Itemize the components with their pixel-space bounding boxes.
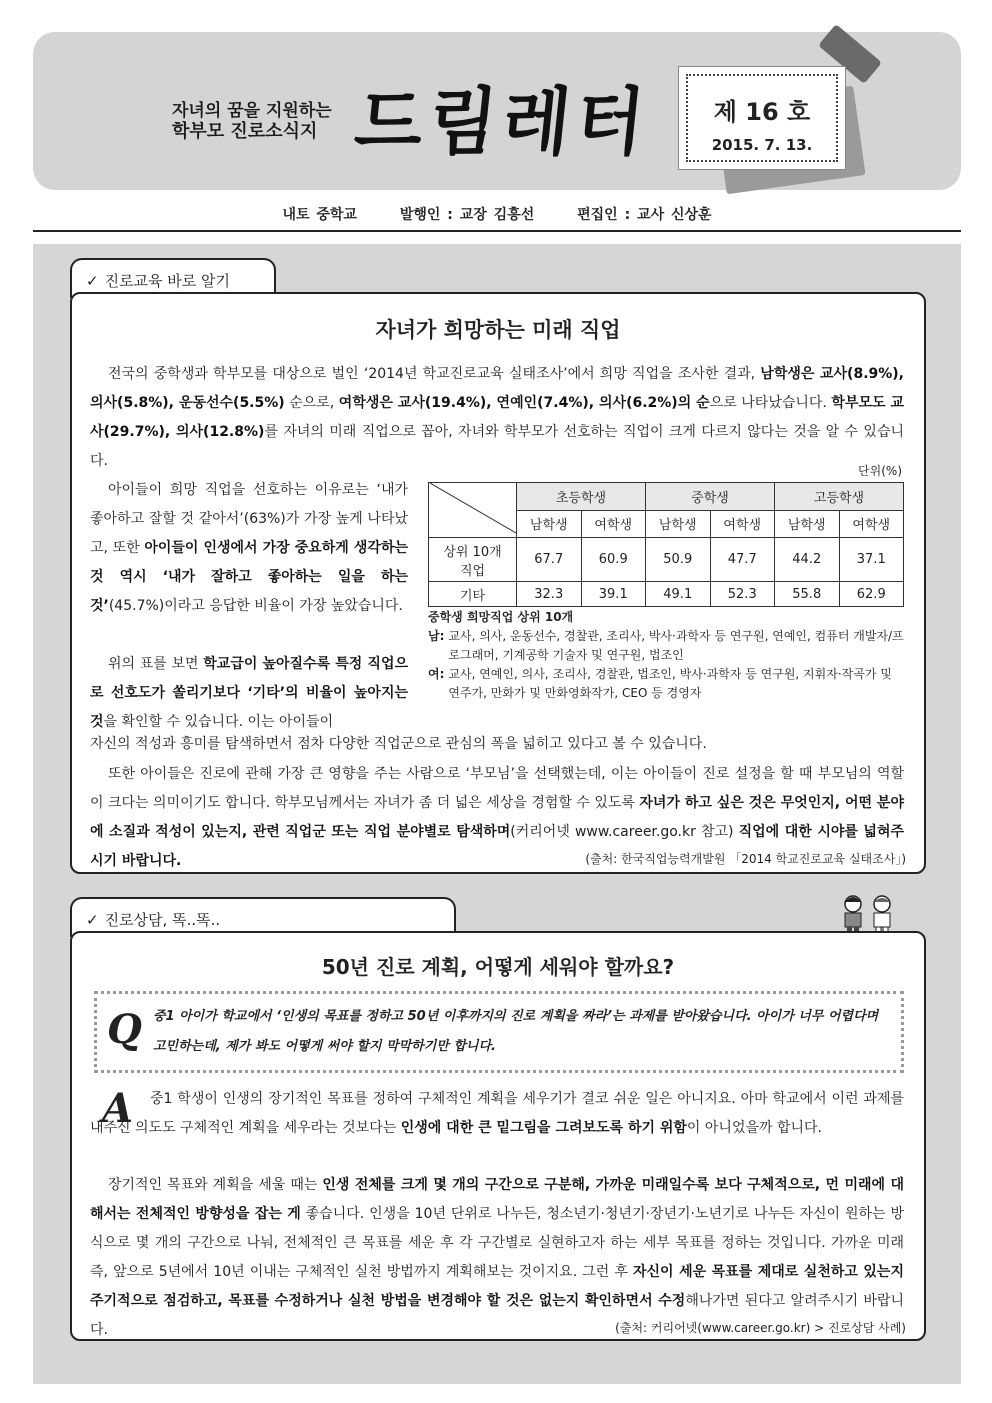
table-row-label: 기타	[429, 582, 517, 607]
answer-letter: A	[102, 1085, 134, 1132]
section2-source: (출처: 커리어넷(www.career.go.kr) > 진로상담 사례)	[615, 1321, 906, 1335]
table-note	[428, 608, 904, 703]
section1-tab-label: 진로교육 바로 알기	[104, 272, 231, 290]
publisher-line	[33, 204, 961, 224]
section1-box	[70, 292, 926, 874]
table-subhead: 여학생	[710, 510, 775, 538]
table-cell: 62.9	[839, 582, 904, 607]
table-cell: 60.9	[581, 538, 646, 582]
issuer: 발행인 : 교장 김흥선	[399, 207, 535, 223]
diagonal-line	[430, 483, 516, 533]
check-icon: ✓	[86, 272, 99, 290]
table-cell: 47.7	[710, 538, 775, 582]
question-letter: Q	[107, 1006, 142, 1053]
table-note-title: 중학생 희망직업 상위 10개	[428, 610, 574, 624]
table-cell: 39.1	[581, 582, 646, 607]
table-group-head: 중학생	[646, 483, 775, 511]
section1-source: (출처: 한국직업능력개발원 「2014 학교진로교육 실태조사」)	[585, 852, 906, 866]
section2-title: 50년 진로 계획, 어떻게 세워야 할까요?	[321, 955, 675, 979]
check-icon: ✓	[86, 911, 99, 929]
section2-box	[70, 931, 926, 1341]
header-subtitle-1: 자녀의 꿈을 지원하는	[172, 101, 332, 121]
table-subhead: 여학생	[839, 510, 904, 538]
editor: 편집인 : 교사 신상훈	[577, 207, 712, 223]
table-cell: 50.9	[646, 538, 711, 582]
table-cell: 55.8	[775, 582, 840, 607]
section1-paragraph-3: 위의 표를 보면 학교급이 높아질수록 특정 직업으로 선호도가 쏠리기보다 ‘기타’의 비율이 높아지는 것을 확인할 수 있습니다. 이는 아이들이	[90, 656, 408, 730]
job-table	[428, 482, 904, 607]
table-note-male: 남: 교사, 의사, 운동선수, 경찰관, 조리사, 박사·과학자 등 연구원, 연예인, 컴퓨터 개발자/프로그래머, 기계공학 기술자 및 연구원, 법조인	[428, 629, 904, 662]
question-text: 중1 아이가 학교에서 ‘인생의 목표를 정하고 50년 이후까지의 진로 계획을 짜라’는 과제를 받아왔습니다. 아이가 너무 어렵다며 고민하는데, 제가 봐도 어떻게 써야 할지 막막하기만 합니다.	[153, 1009, 879, 1054]
table-cell: 67.7	[517, 538, 582, 582]
section1-paragraph-3-cont: 자신의 적성과 흥미를 탐색하면서 점차 다양한 직업군으로 관심의 폭을 넓히고 있다고 볼 수 있습니다.	[90, 736, 707, 752]
table-cell: 44.2	[775, 538, 840, 582]
table-row-label: 상위 10개 직업	[429, 538, 517, 582]
table-subhead: 남학생	[775, 510, 840, 538]
table-group-head: 고등학생	[775, 483, 904, 511]
table-cell: 37.1	[839, 538, 904, 582]
school-name: 내토 중학교	[282, 207, 357, 223]
section1-title: 자녀가 희망하는 미래 직업	[375, 318, 621, 342]
table-cell: 32.3	[517, 582, 582, 607]
table-subhead: 남학생	[517, 510, 582, 538]
header-rule	[33, 230, 961, 232]
table-cell: 49.1	[646, 582, 711, 607]
table-cell: 52.3	[710, 582, 775, 607]
issue-date: 2015. 7. 13.	[711, 136, 813, 154]
table-subhead: 남학생	[646, 510, 711, 538]
section1-paragraph-1: 전국의 중학생과 학부모를 대상으로 벌인 ‘2014년 학교진로교육 실태조사’에서 희망 직업을 조사한 결과, 남학생은 교사(8.9%), 의사(5.8%), 운동선수(5.5%) 순으로, 여학생은 교사(19.4%), 연예인(7.4%), 의사(6.2%)의 순으로 나타났습니다. 학부모도 교사(29.7%), 의사(12.8%)를 자녀의 미래 직업으로 꼽아, 자녀와 학부모가 선호하는 직업이 크게 다르지 않다는 것을 알 수 있습니다.	[90, 366, 905, 469]
table-corner	[429, 483, 517, 538]
answer-paragraph-1: 중1 학생이 인생의 장기적인 목표를 정하여 구체적인 계획을 세우기가 결코 쉬운 일은 아니지요. 아마 학교에서 이런 과제를 내주신 의도도 구체적인 계획을 세우라는 것보다는 인생에 대한 큰 밑그림을 그려보도록 하기 위함이 아니었을까 합니다.	[90, 1091, 904, 1136]
header-subtitle-2: 학부모 진로소식지	[172, 121, 318, 142]
answer-paragraph-2: 장기적인 목표와 계획을 세울 때는 인생 전체를 크게 몇 개의 구간으로 구분해, 가까운 미래일수록 보다 구체적으로, 먼 미래에 대해서는 전체적인 방향성을 잡는 게 좋습니다. 인생을 10년 단위로 나누든, 청소년기·청년기·장년기·노년기로 나누든 자신이 원하는 방식으로 몇 개의 구간으로 나눠, 전체적인 큰 목표를 세운 후 각 구간별로 실현하고자 하는 세부 목표를 정하는 것입니다. 가까운 미래 즉, 앞으로 5년에서 10년 이내는 구체적인 실천 방법까지 계획해보는 것이지요. 그런 후 자신이 세운 목표를 제대로 실천하고 있는지 주기적으로 점검하고, 목표를 수정하거나 실천 방법을 변경해야 할 것은 없는지 확인하면서 수정해나가면 된다고 알려주시기 바랍니다.	[90, 1177, 904, 1338]
section2-tab-label: 진로상담, 똑..똑..	[104, 911, 221, 929]
question-box	[94, 991, 904, 1073]
issue-note	[678, 66, 846, 170]
table-group-head: 초등학생	[517, 483, 646, 511]
issue-number: 제 16 호	[713, 98, 811, 126]
table-unit: 단위(%)	[858, 464, 902, 478]
section1-paragraph-2: 아이들이 희망 직업을 선호하는 이유로는 ‘내가 좋아하고 잘할 것 같아서’(63%)가 가장 높게 나타났고, 또한 아이들이 인생에서 가장 중요하게 생각하는 것 역시 ‘내가 잘하고 좋아하는 일을 하는 것’(45.7%)이라고 응답한 비율이 가장 높았습니다.	[90, 482, 408, 614]
newsletter-logo: 드림레터	[350, 79, 655, 166]
table-note-female: 여: 교사, 연예인, 의사, 조리사, 경찰관, 법조인, 박사·과학자 등 연구원, 지휘자·작곡가 및 연주가, 만화가 및 만화영화작가, CEO 등 경영자	[428, 667, 892, 700]
section1-paragraph-4: 또한 아이들은 진로에 관해 가장 큰 영향을 주는 사람으로 ‘부모님’을 선택했는데, 이는 아이들이 진로 설정을 할 때 부모님의 역할이 크다는 의미이기도 합니다. 학부모님께서는 자녀가 좀 더 넓은 세상을 경험할 수 있도록 자녀가 하고 싶은 것은 무엇인지, 어떤 분야에 소질과 적성이 있는지, 관련 직업군 또는 직업 분야별로 탐색하며(커리어넷 www.career.go.kr 참고) 직업에 대한 시야를 넓혀주시기 바랍니다.	[90, 766, 904, 869]
table-subhead: 여학생	[581, 510, 646, 538]
